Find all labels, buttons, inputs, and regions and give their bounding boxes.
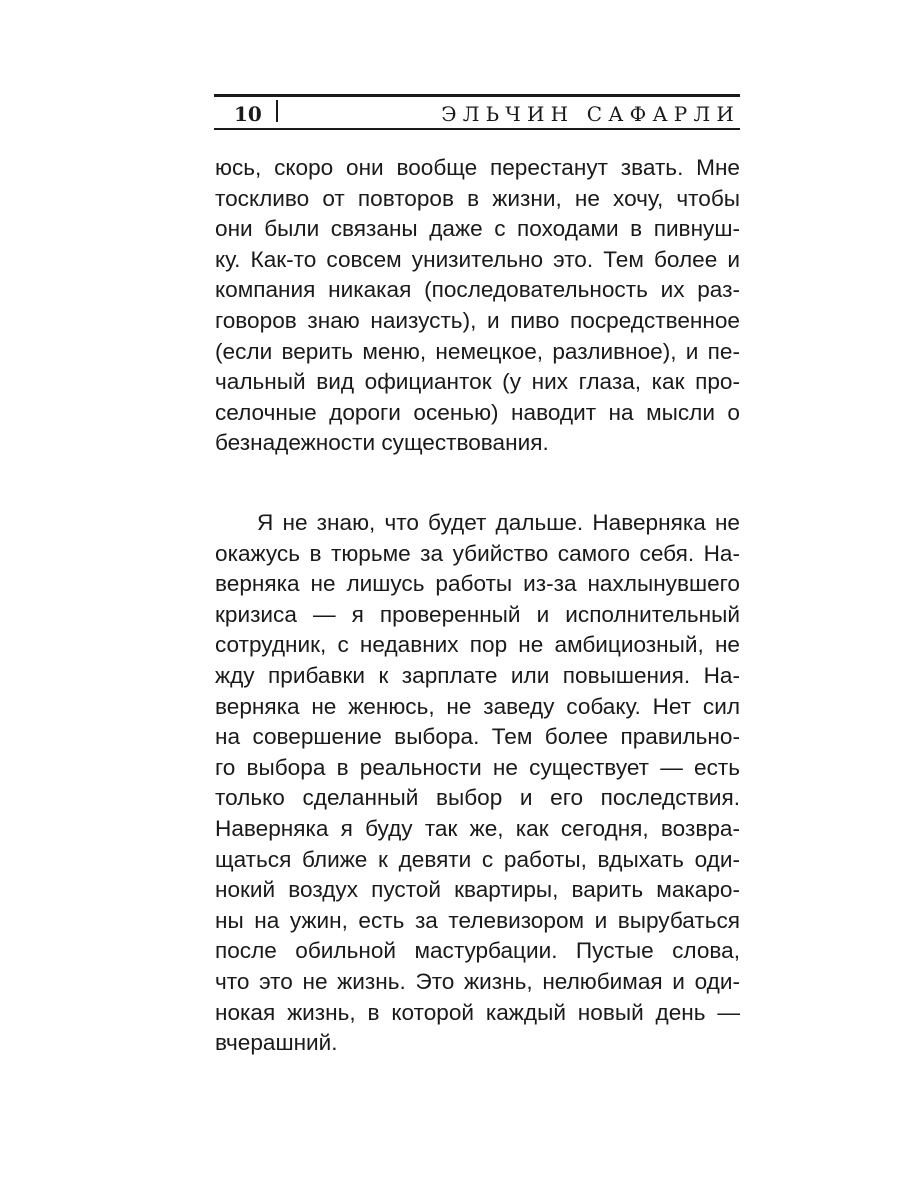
text-line: тоскливо от повторов в жизни, не хочу, чтобы [215, 185, 740, 211]
running-header [214, 94, 740, 130]
text-line: щаться ближе к девяти с работы, вдыхать оди- [215, 846, 740, 872]
text-line: говоров знаю наизусть), и пиво посредственное [215, 307, 740, 333]
text-line: верняка не лишусь работы из-за нахлынувшего [215, 571, 740, 597]
text-line: го выбора в реальности не существует — есть [215, 754, 740, 780]
text-line: после обильной мастурбации. Пустые слова, [215, 938, 740, 964]
paragraph-1 [215, 153, 740, 459]
text-line: ны на ужин, есть за телевизором и вырубаться [215, 907, 740, 933]
header-divider [276, 100, 278, 122]
text-line: вчерашний. [215, 1030, 338, 1056]
text-line: верняка не женюсь, не заведу собаку. Нет сил [215, 693, 740, 719]
text-line: нокая жизнь, в которой каждый новый день — [215, 999, 740, 1025]
text-line: ку. Как-то совсем унизительно это. Тем более и [215, 246, 740, 272]
text-line: окажусь в тюрьме за убийство самого себя. На- [215, 540, 740, 566]
text-line: чальный вид официанток (у них глаза, как про- [215, 369, 740, 395]
text-line: на совершение выбора. Тем более правильно- [215, 724, 740, 750]
text-line: кризиса — я проверенный и исполнительный [215, 601, 740, 627]
text-line: компания никакая (последовательность их раз- [215, 277, 740, 303]
paragraph-2 [215, 508, 740, 1059]
text-line: жду прибавки к зарплате или повышения. На- [215, 662, 740, 688]
text-line: сотрудник, с недавних пор не амбициозный, не [215, 632, 740, 658]
text-line: безнадежности существования. [215, 430, 549, 456]
text-line: Я не знаю, что будет дальше. Наверняка не [257, 510, 740, 535]
text-line: только сделанный выбор и его последствия. [215, 785, 740, 811]
page-number: 10 [234, 102, 262, 126]
text-line: (если верить меню, немецкое, разливное), и пе- [215, 338, 740, 364]
text-line: что это не жизнь. Это жизнь, нелюбимая и оди- [215, 968, 740, 994]
text-line: Наверняка я буду так же, как сегодня, возвра- [215, 815, 740, 841]
text-line: юсь, скоро они вообще перестанут звать. Мне [215, 155, 740, 180]
text-line: селочные дороги осенью) наводит на мысли о [215, 399, 740, 425]
text-line: они были связаны даже с походами в пивнуш- [215, 216, 740, 242]
text-line: нокий воздух пустой квартиры, варить макаро- [215, 877, 740, 903]
running-header-author: ЭЛЬЧИН САФАРЛИ [441, 102, 740, 126]
